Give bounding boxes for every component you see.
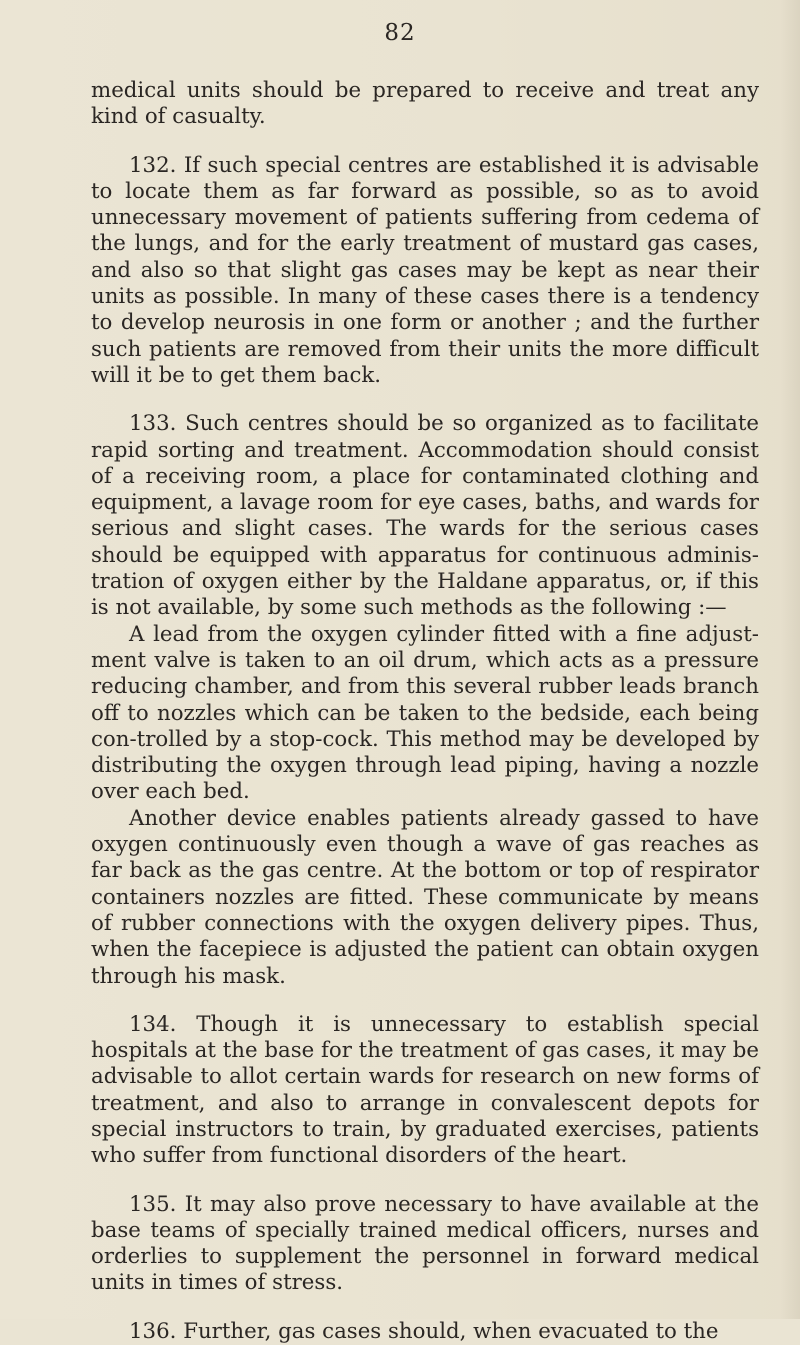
paragraph-133-oxygen-lead: A lead from the oxygen cylinder fitted with a fine adjust-ment valve is taken to an oil drum, which acts as a pressure reducing chamber, and from this several rubber leads branch off to nozzles which can be taken to the bedside, each being con-trolled by a stop-cock. This method may be developed by distributing the oxygen through lead piping, having a nozzle over each bed. (91, 621, 759, 805)
page-number: 82 (384, 20, 416, 46)
paragraph-132: 132. If such special centres are established it is advisable to locate them as far forward as possible, so as to avoid unnecessary movement of patients suffering from cedema of the lungs, and for the early treatment of mustard gas cases, and also so that slight gas cases may be kept as near their units as possible. In many of these cases there is a tendency to develop neurosis in one form or another ; and the further such patients are removed from their units the more difficult will it be to get them back. (91, 152, 759, 388)
paragraph-136: 136. Further, gas cases should, when evacuated to the (129, 1318, 719, 1344)
paragraph-133: 133. Such centres should be so organized as to facilitate rapid sorting and treatment. Accommodation should consist of a receiving room, a place for contaminated clothing and equipment, a lavage room for eye cases, baths, and wards for serious and slight cases. The wards for the serious cases should be equipped with apparatus for continuous adminis-tration of oxygen either by the Haldane apparatus, or, if this is not available, by some such methods as the following :— (91, 411, 759, 621)
page-body-text (91, 78, 759, 1345)
paragraph-135: 135. It may also prove necessary to have available at the base teams of specially trained medical officers, nurses and orderlies to supplement the personnel in forward medical units in times of stress. (91, 1191, 759, 1296)
paragraph-134: 134. Though it is unnecessary to establish special hospitals at the base for the treatment of gas cases, it may be advisable to allot certain wards for research on new forms of treatment, and also to arrange in convalescent depots for special instructors to train, by graduated exercises, patients who suffer from functional disorders of the heart. (91, 1011, 759, 1169)
paragraph-133-another-device: Another device enables patients already gassed to have oxygen continuously even though a wave of gas reaches as far back as the gas centre. At the bottom or top of respirator containers nozzles are fitted. These communicate by means of rubber connections with the oxygen delivery pipes. Thus, when the facepiece is adjusted the patient can obtain oxygen through his mask. (91, 805, 759, 989)
paragraph-continuation: medical units should be prepared to receive and treat any kind of casualty. (91, 78, 759, 130)
page-edge-shadow (780, 0, 800, 1319)
